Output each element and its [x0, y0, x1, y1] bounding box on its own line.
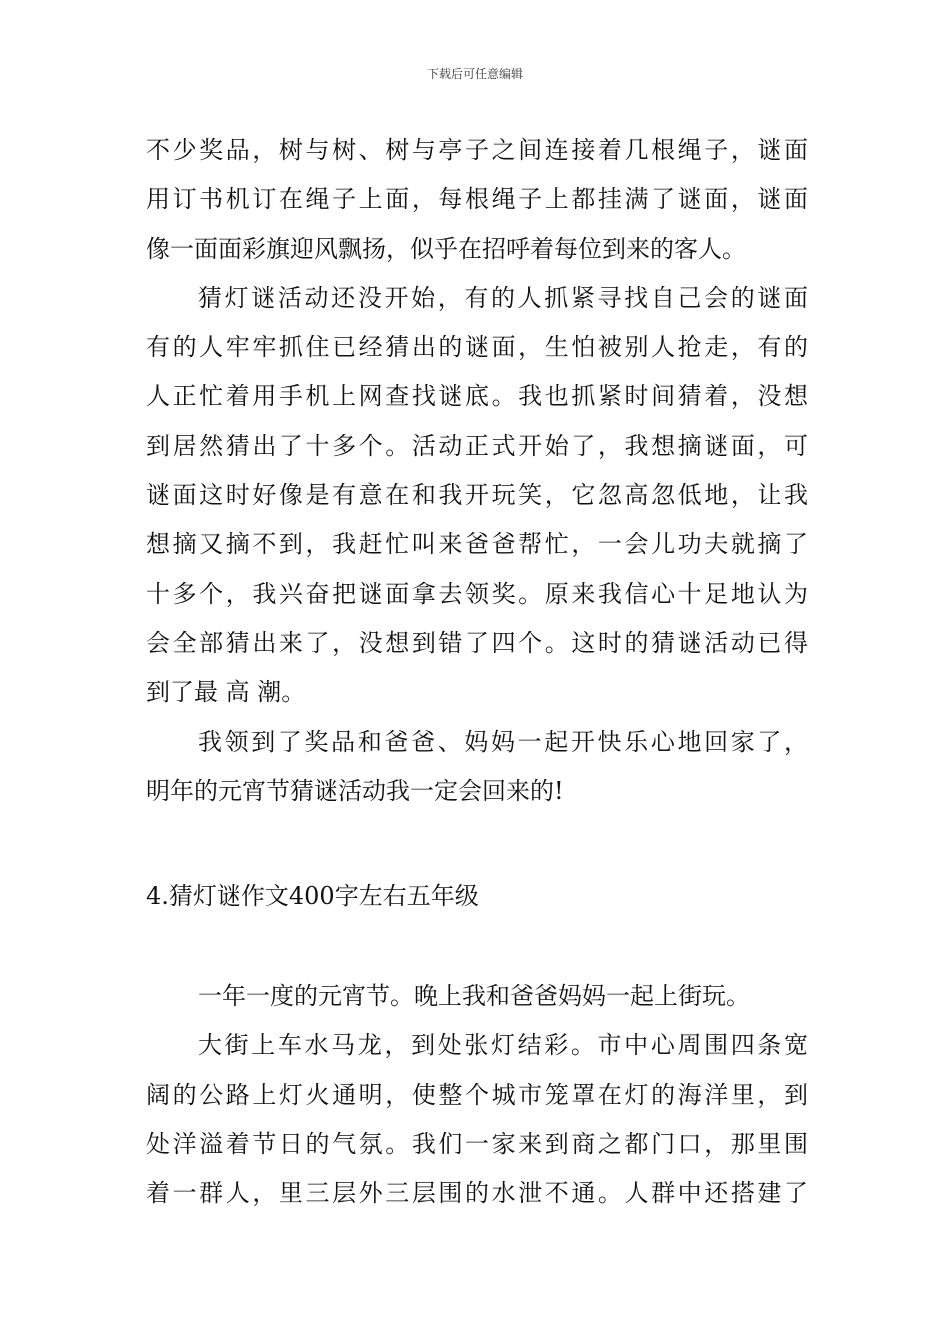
text-line: 着一群人，里三层外三层围的水泄不通。人群中还搭建了 [146, 1179, 808, 1208]
text-line: 人正忙着用手机上网查找谜底。我也抓紧时间猜着，没想 [146, 382, 808, 411]
text-line: 不少奖品，树与树、树与亭子之间连接着几根绳子，谜面 [146, 136, 808, 164]
page-header-note: 下载后可任意编辑 [426, 67, 523, 81]
text-line: 明年的元宵节猜谜活动我一定会回来的! [146, 776, 564, 805]
essay-paragraphs-part-2 [146, 972, 808, 1218]
text-line: 大街上车水马龙，到处张灯结彩。市中心周围四条宽 [198, 1031, 808, 1060]
text-line: 会全部猜出来了，没想到错了四个。这时的猜谜活动已得 [146, 628, 808, 657]
text-line: 谜面这时好像是有意在和我开玩笑，它忽高忽低地，让我 [146, 481, 808, 510]
text-line: 处洋溢着节日的气氛。我们一家来到商之都门口，那里围 [146, 1129, 808, 1158]
essay-paragraphs-part-1 [146, 126, 808, 816]
text-line: 十多个，我兴奋把谜面拿去领奖。原来我信心十足地认为 [146, 579, 808, 608]
text-line: 有的人牢牢抓住已经猜出的谜面，生怕被别人抢走，有的 [146, 333, 808, 362]
text-line: 像一面面彩旗迎风飘扬，似乎在招呼着每位到来的客人。 [146, 234, 746, 263]
text-line: 猜灯谜活动还没开始，有的人抓紧寻找自己会的谜面 [198, 283, 808, 312]
text-line: 一年一度的元宵节。晚上我和爸爸妈妈一起上街玩。 [198, 982, 750, 1010]
text-line: 想摘又摘不到，我赶忙叫来爸爸帮忙，一会儿功夫就摘了 [146, 530, 808, 559]
text-line: 到居然猜出了十多个。活动正式开始了，我想摘谜面，可 [146, 431, 808, 460]
text-line: 阔的公路上灯火通明，使整个城市笼罩在灯的海洋里，到 [146, 1080, 808, 1109]
text-line: 到了最 高 潮。 [146, 678, 306, 707]
text-line: 我领到了奖品和爸爸、妈妈一起开快乐心地回家了， [198, 727, 808, 756]
section-title: 4.猜灯谜作文400字左右五年级 [146, 882, 479, 910]
text-line: 用订书机订在绳子上面，每根绳子上都挂满了谜面，谜面 [146, 185, 808, 214]
